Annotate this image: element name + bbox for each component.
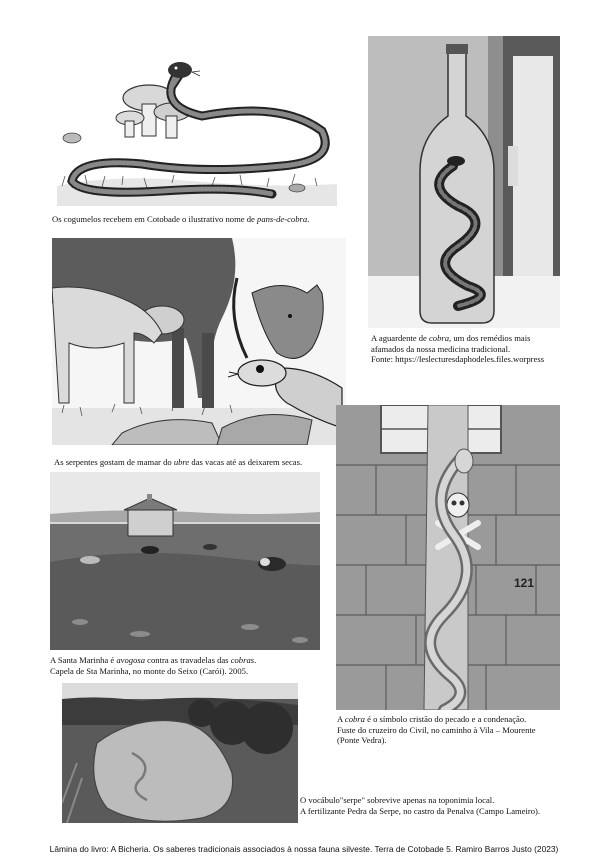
caption-mushrooms-end: . <box>307 214 310 224</box>
figure-chapel-landscape <box>50 472 320 650</box>
caption-mushrooms <box>52 214 352 225</box>
stone-cross-photo <box>336 405 560 710</box>
caption-chapel-line1-em2: cobras <box>230 655 255 665</box>
figure-snake-mushrooms <box>52 46 342 206</box>
caption-cows-text: As serpentes gostam de mamar do <box>54 457 174 467</box>
caption-cross-line3: (Ponte Vedra). <box>337 735 387 746</box>
cows-serpent-illustration <box>52 238 346 445</box>
serpent-stone-photo <box>62 683 298 823</box>
page-footer: Lâmina do livro: A Bicheria. Os saberes tradicionais associados à nossa fauna silveste. Terra de Cotobade 5. Ramiro Barros Justo (2023) <box>49 844 559 854</box>
caption-bottle-line1-end: , um dos remédios mais <box>449 333 531 343</box>
caption-bottle-line1-text: A aguardente de <box>371 333 429 343</box>
caption-chapel-line1-em: avogosa <box>116 655 146 665</box>
caption-mushrooms-text: Os cogumelos recebem em Cotobade o ilustrativo nome de <box>52 214 258 224</box>
caption-chapel-line1-mid: contra as travadelas das <box>145 655 231 665</box>
caption-bottle-source: Fonte: https://leslecturesdaphodeles.files.worpress <box>371 354 545 365</box>
caption-stone-line2: A fertilizante Pedra da Serpe, no castro da Penalva (Campo Lameiro). <box>300 805 541 816</box>
caption-cross-line1-end: é o símbolo cristão do pecado e a condenação. <box>364 714 527 724</box>
caption-cross-line1-text: A <box>337 714 345 724</box>
caption-chapel-line1 <box>50 655 330 666</box>
caption-chapel <box>50 655 330 676</box>
caption-bottle-line1-em: cobra <box>428 333 450 343</box>
caption-stone <box>300 795 600 816</box>
caption-mushrooms-em: pans-de-cobra <box>257 214 308 224</box>
caption-chapel-line2: Capela de Sta Marinha, no monte do Seixo (Carói). 2005. <box>50 665 249 676</box>
caption-bottle <box>371 333 571 365</box>
figure-serpent-stone <box>62 683 298 823</box>
caption-stone-line1: O vocábulo"serpe" sobrevive apenas na toponimia local. <box>300 795 495 805</box>
caption-bottle-line1 <box>371 333 571 344</box>
caption-cows-em: ubre <box>173 457 190 467</box>
caption-cross-line1 <box>337 714 561 725</box>
caption-chapel-line1-text: A Santa Marinha é <box>50 655 117 665</box>
caption-cross <box>337 714 561 746</box>
snake-mushrooms-illustration <box>52 46 342 206</box>
caption-cross-line2: Fuste do cruzeiro do Civil, no caminho à Vila – Mourente <box>337 724 536 735</box>
figure-stone-cross <box>336 405 560 710</box>
caption-cross-line1-em: cobra <box>344 714 365 724</box>
snake-bottle-photo <box>368 36 560 328</box>
figure-cows-serpent <box>52 238 346 445</box>
figure-snake-bottle <box>368 36 560 328</box>
chapel-landscape-photo <box>50 472 320 650</box>
house-number-plaque: 121 <box>514 576 535 590</box>
caption-cows <box>54 457 374 468</box>
caption-chapel-line1-end: . <box>254 655 257 665</box>
caption-bottle-line2: afamados da nossa medicina tradicional. <box>371 343 511 354</box>
caption-cows-end: das vacas até as deixarem secas. <box>189 457 303 467</box>
